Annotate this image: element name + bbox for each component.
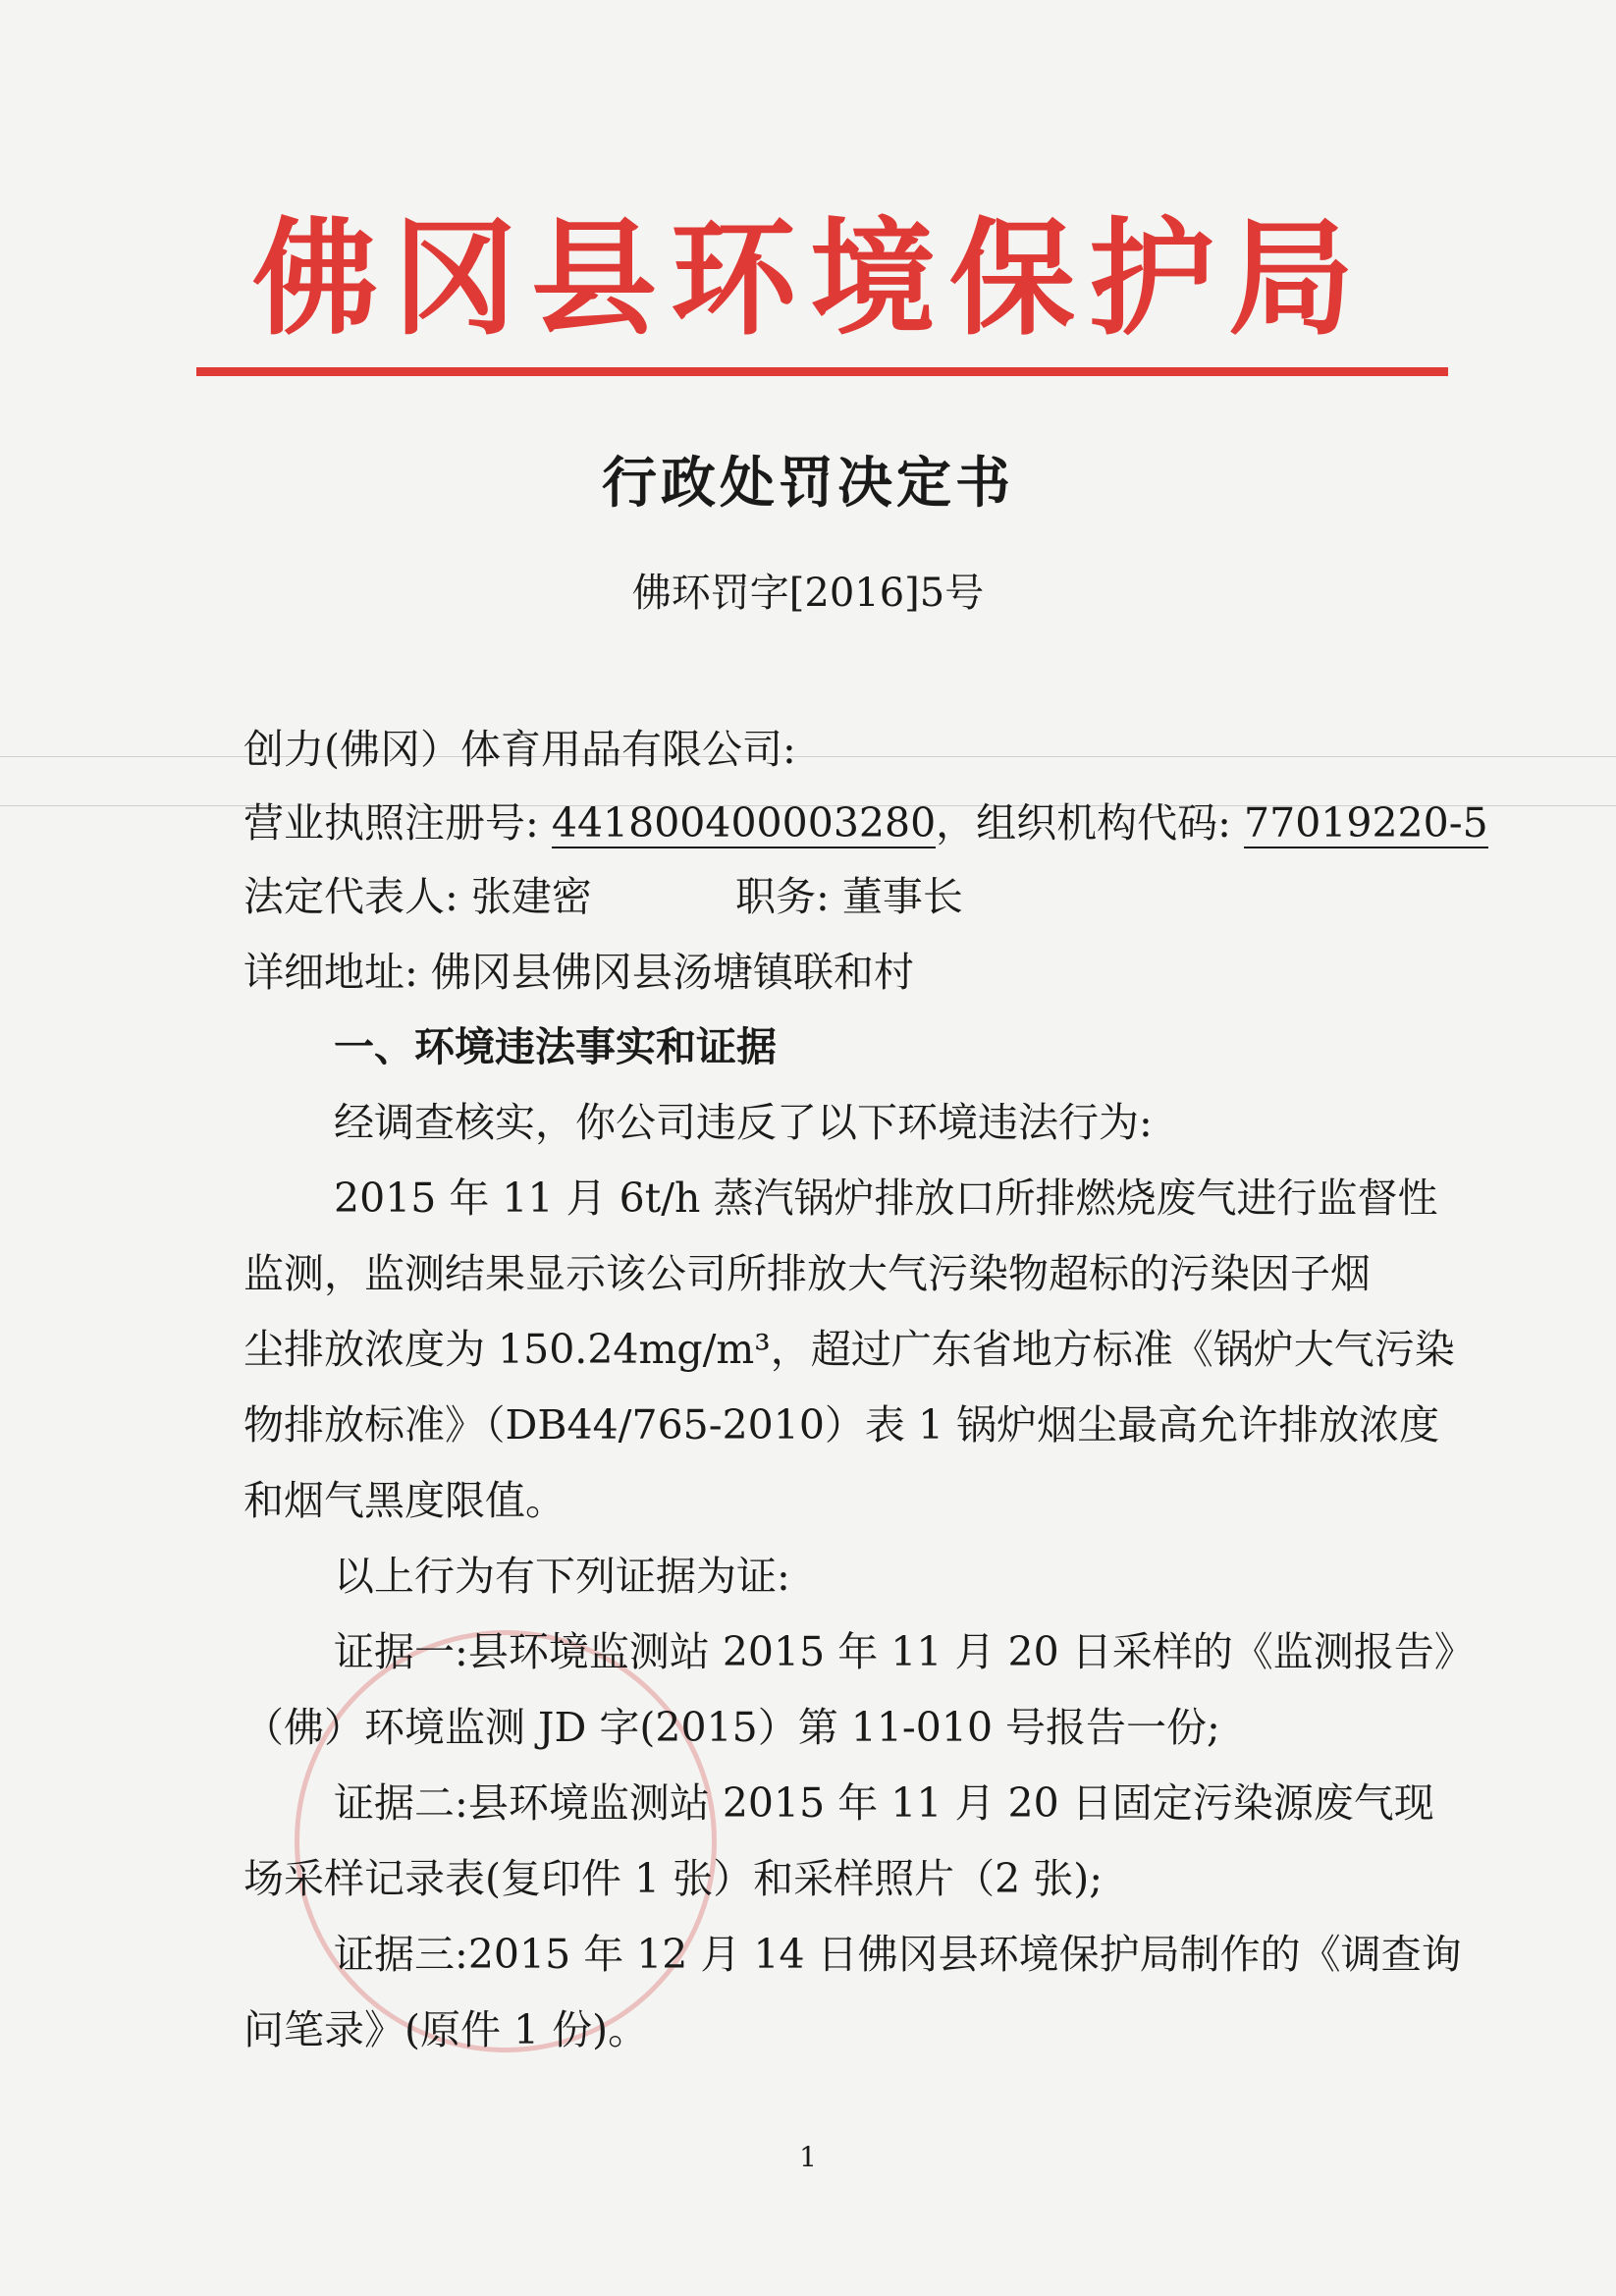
seal-stamp-faint	[295, 1630, 717, 2052]
evidence-intro: 以上行为有下列证据为证:	[334, 1553, 790, 1600]
fact-line: 2015 年 11 月 6t/h 蒸汽锅炉排放口所排燃烧废气进行监督性	[334, 1175, 1438, 1222]
evidence-line: 证据三:2015 年 12 月 14 日佛冈县环境保护局制作的《调查询	[334, 1931, 1462, 1978]
company-line: 创力(佛冈）体育用品有限公司:	[243, 726, 796, 773]
fact-line: 和烟气黑度限值。	[243, 1477, 566, 1524]
evidence-line: 问笔录》(原件 1 份)。	[243, 2006, 649, 2053]
evidence-line: 证据一:县环境监测站 2015 年 11 月 20 日采样的《监测报告》	[334, 1628, 1475, 1675]
org-code-label: ，组织机构代码:	[936, 799, 1231, 847]
fact-line: 物排放标准》（DB44/765-2010）表 1 锅炉烟尘最高允许排放浓度	[243, 1401, 1440, 1449]
position-label: 职务:	[734, 873, 830, 920]
address-value: 佛冈县佛冈县汤塘镇联和村	[430, 949, 914, 996]
position-value: 董事长	[841, 873, 963, 920]
scan-line	[0, 756, 1616, 757]
rep-label: 法定代表人:	[243, 873, 458, 920]
rep-value: 张建密	[470, 873, 592, 920]
representative-line	[243, 869, 963, 924]
license-label: 营业执照注册号:	[243, 799, 539, 847]
evidence-line: 场采样记录表(复印件 1 张）和采样照片（2 张);	[243, 1855, 1104, 1902]
document-title: 行政处罚决定书	[602, 451, 1014, 516]
fact-line: 尘排放浓度为 150.24mg/m³，超过广东省地方标准《锅炉大气污染	[243, 1326, 1455, 1373]
address-line	[243, 945, 914, 1000]
section-heading: 一、环境违法事实和证据	[334, 1023, 777, 1070]
page-number: 1	[799, 2141, 817, 2173]
license-value: 441800400003280	[551, 799, 937, 847]
fact-line: 监测，监测结果显示该公司所排放大气污染物超标的污染因子烟	[243, 1250, 1371, 1297]
license-line	[243, 795, 1488, 850]
org-code-value: 77019220-5	[1244, 799, 1488, 847]
evidence-line: 证据二:县环境监测站 2015 年 11 月 20 日固定污染源废气现	[334, 1779, 1434, 1827]
document-number: 佛环罚字[2016]5号	[631, 571, 985, 616]
header-red-rule	[196, 367, 1448, 376]
section-intro: 经调查核实，你公司违反了以下环境违法行为:	[334, 1099, 1153, 1146]
agency-header: 佛冈县环境保护局	[251, 206, 1368, 353]
evidence-line: （佛）环境监测 JD 字(2015）第 11-010 号报告一份;	[243, 1704, 1220, 1751]
address-label: 详细地址:	[243, 949, 418, 996]
